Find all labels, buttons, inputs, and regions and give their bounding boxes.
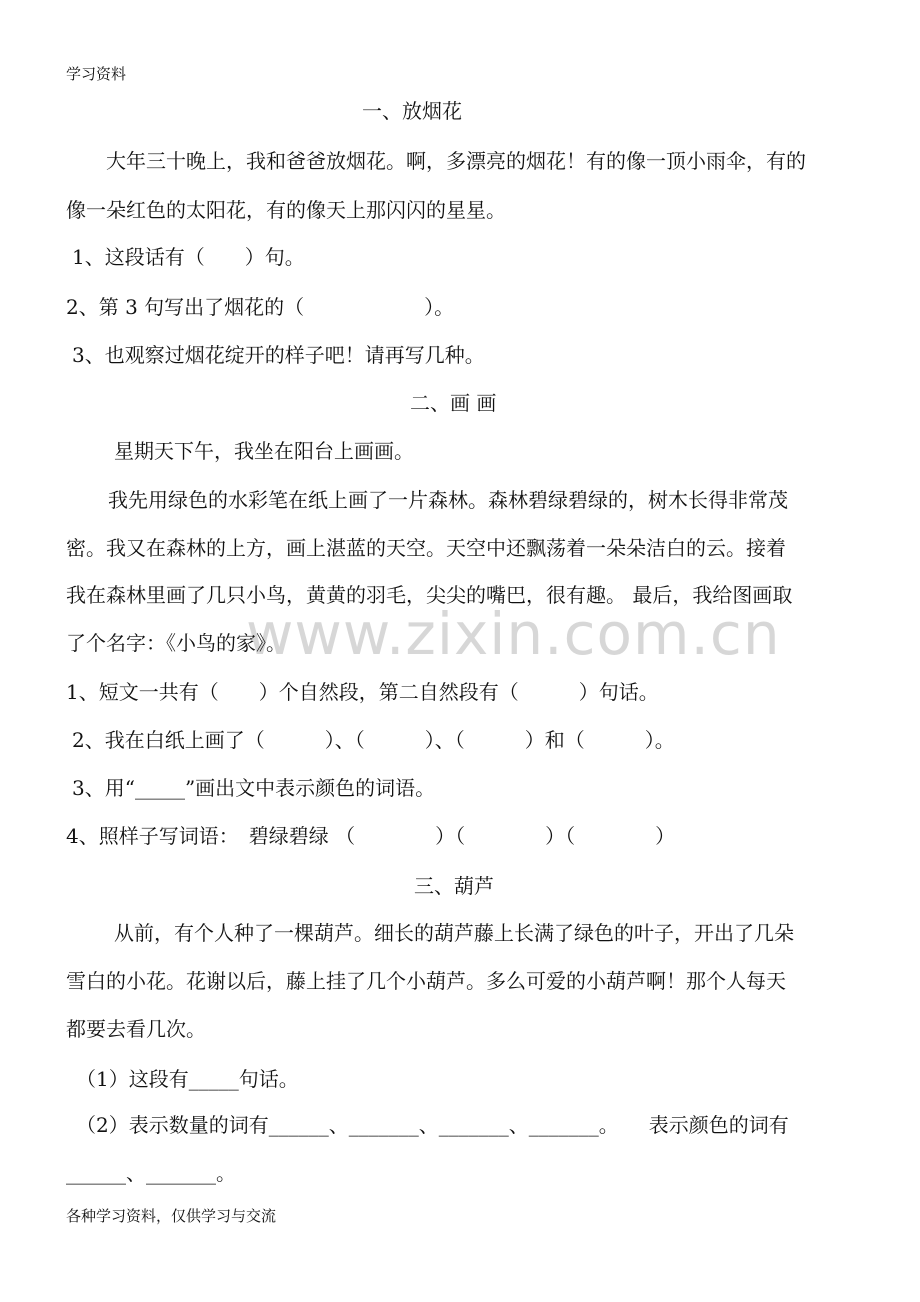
section1-title: 一、放烟花	[362, 99, 462, 123]
section3-para-line3: 都要去看几次。	[66, 1017, 206, 1041]
page-header: 学习资料	[66, 65, 127, 83]
watermark: www.zixin.com.cn	[246, 600, 781, 668]
section2-question3: 3、用“_____”画出文中表示颜色的词语。	[72, 776, 436, 800]
section2-para2-line3: 我在森林里画了几只小鸟，黄黄的羽毛，尖尖的嘴巴，很有趣。 最后，我给图画取	[66, 583, 793, 607]
section3-para-line2: 雪白的小花。花谢以后，藤上挂了几个小葫芦。多么可爱的小葫芦啊！那个人每天	[66, 969, 786, 993]
section2-para2-line1: 我先用绿色的水彩笔在纸上画了一片森林。森林碧绿碧绿的，树木长得非常茂	[108, 488, 788, 512]
section2-para2-line4: 了个名字：《小鸟的家》。	[66, 631, 286, 655]
page-footer: 各种学习资料，仅供学习与交流	[66, 1207, 277, 1225]
section2-question1: 1、短文一共有（ ）个自然段，第二自然段有（ ）句话。	[66, 680, 659, 704]
section1-question1: 1、这段话有（ ）句。	[72, 245, 305, 269]
section3-question2: （2）表示数量的词有______、_______、_______、_______。 表示颜色的词有	[76, 1113, 789, 1137]
section3-title: 三、葫芦	[414, 874, 494, 898]
section2-question2: 2、我在白纸上画了（ ）、（ ）、（ ）和（ ）。	[72, 728, 675, 752]
section1-para-line1: 大年三十晚上，我和爸爸放烟花。啊，多漂亮的烟花！有的像一顶小雨伞，有的	[106, 149, 806, 173]
section2-para1: 星期天下午，我坐在阳台上画画。	[114, 439, 414, 463]
section2-title: 二、画 画	[410, 391, 497, 415]
section3-question2-cont: ______、_______。	[66, 1161, 236, 1185]
section3-para-line1: 从前，有个人种了一棵葫芦。细长的葫芦藤上长满了绿色的叶子，开出了几朵	[114, 921, 794, 945]
section1-question2: 2、第 3 句写出了烟花的（ ）。	[66, 295, 455, 319]
section2-para2-line2: 密。我又在森林的上方，画上湛蓝的天空。天空中还飘荡着一朵朵洁白的云。接着	[66, 536, 786, 560]
section3-question1: （1）这段有_____句话。	[76, 1067, 299, 1091]
section1-question3: 3、也观察过烟花绽开的样子吧！请再写几种。	[72, 343, 485, 367]
section2-question4: 4、照样子写词语： 碧绿碧绿 （ ）（ ）（ ）	[66, 824, 676, 848]
section1-para-line2: 像一朵红色的太阳花，有的像天上那闪闪的星星。	[66, 198, 506, 222]
